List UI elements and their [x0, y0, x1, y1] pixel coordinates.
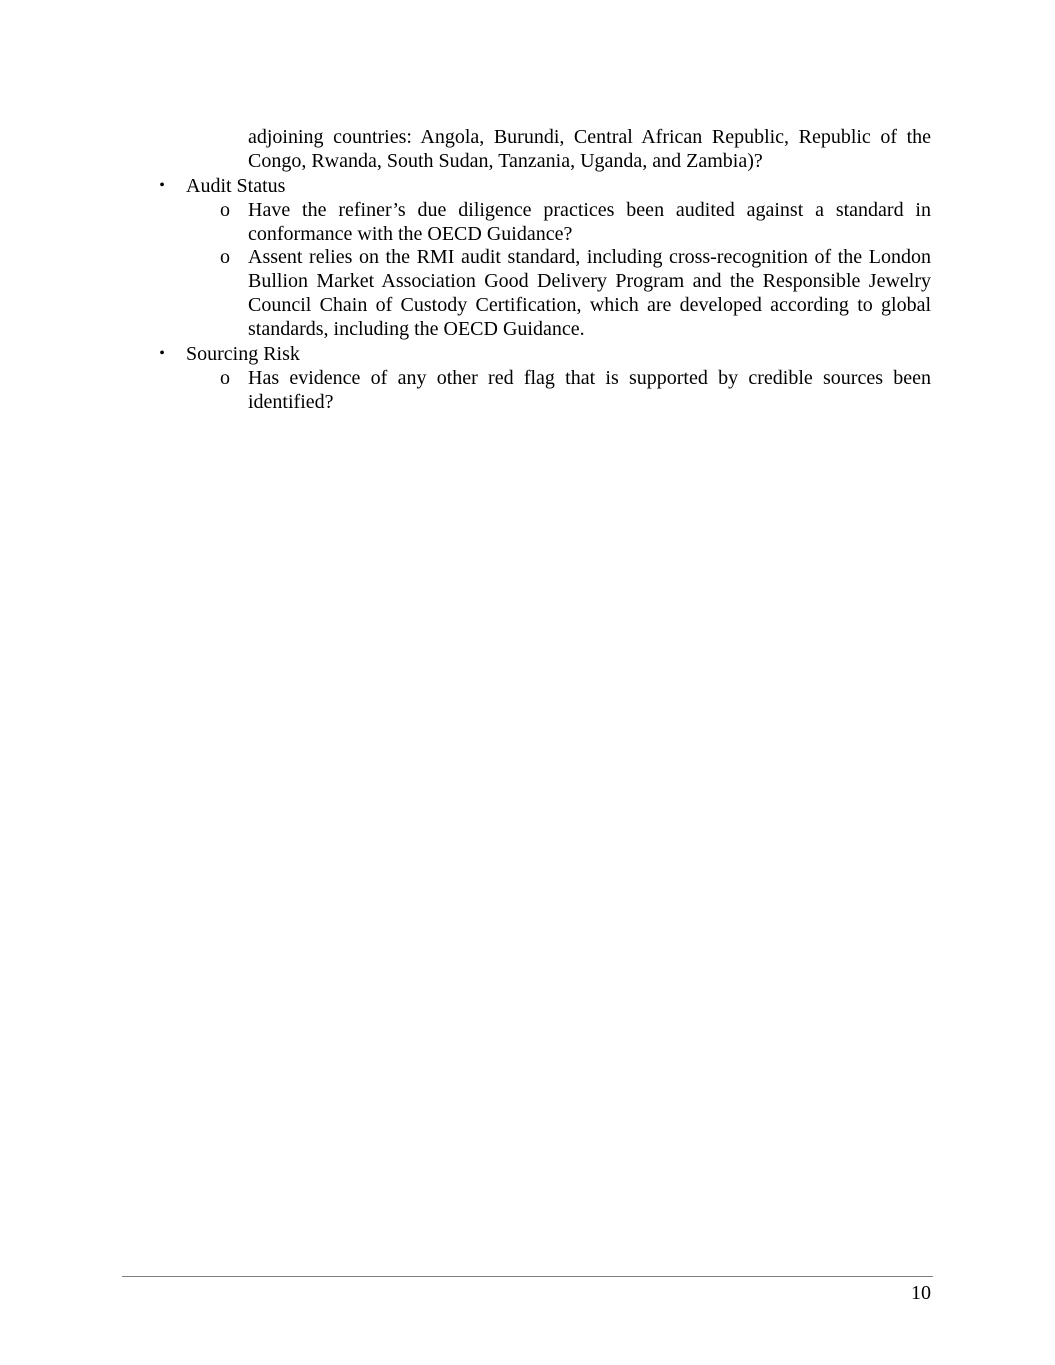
hollow-bullet-icon: o — [220, 199, 230, 221]
section-heading: Audit Status — [186, 175, 286, 197]
sub-item-text: Have the refiner’s due diligence practices been audited against a standard in conformance with the OECD Guidance? — [248, 199, 931, 245]
page-number: 10 — [911, 1282, 931, 1304]
bullet-icon: • — [159, 177, 165, 194]
section-heading: Sourcing Risk — [186, 343, 300, 365]
sub-item-text: Assent relies on the RMI audit standard, including cross-recognition of the London Bullion Market Association Good Delivery Program and the Responsible Jewelry Council Chain of Custody Certification, which are developed according to global standards, including the OECD Guidance. — [248, 246, 931, 340]
sub-item-text: Has evidence of any other red flag that is supported by credible sources been identified? — [248, 367, 931, 413]
hollow-bullet-icon: o — [220, 367, 230, 389]
bullet-icon: • — [159, 345, 165, 362]
footer-divider — [122, 1276, 933, 1277]
continuation-paragraph: adjoining countries: Angola, Burundi, Central African Republic, Republic of the Congo, Rwanda, South Sudan, Tanzania, Uganda, and Zambia)? — [248, 126, 931, 172]
hollow-bullet-icon: o — [220, 246, 230, 268]
